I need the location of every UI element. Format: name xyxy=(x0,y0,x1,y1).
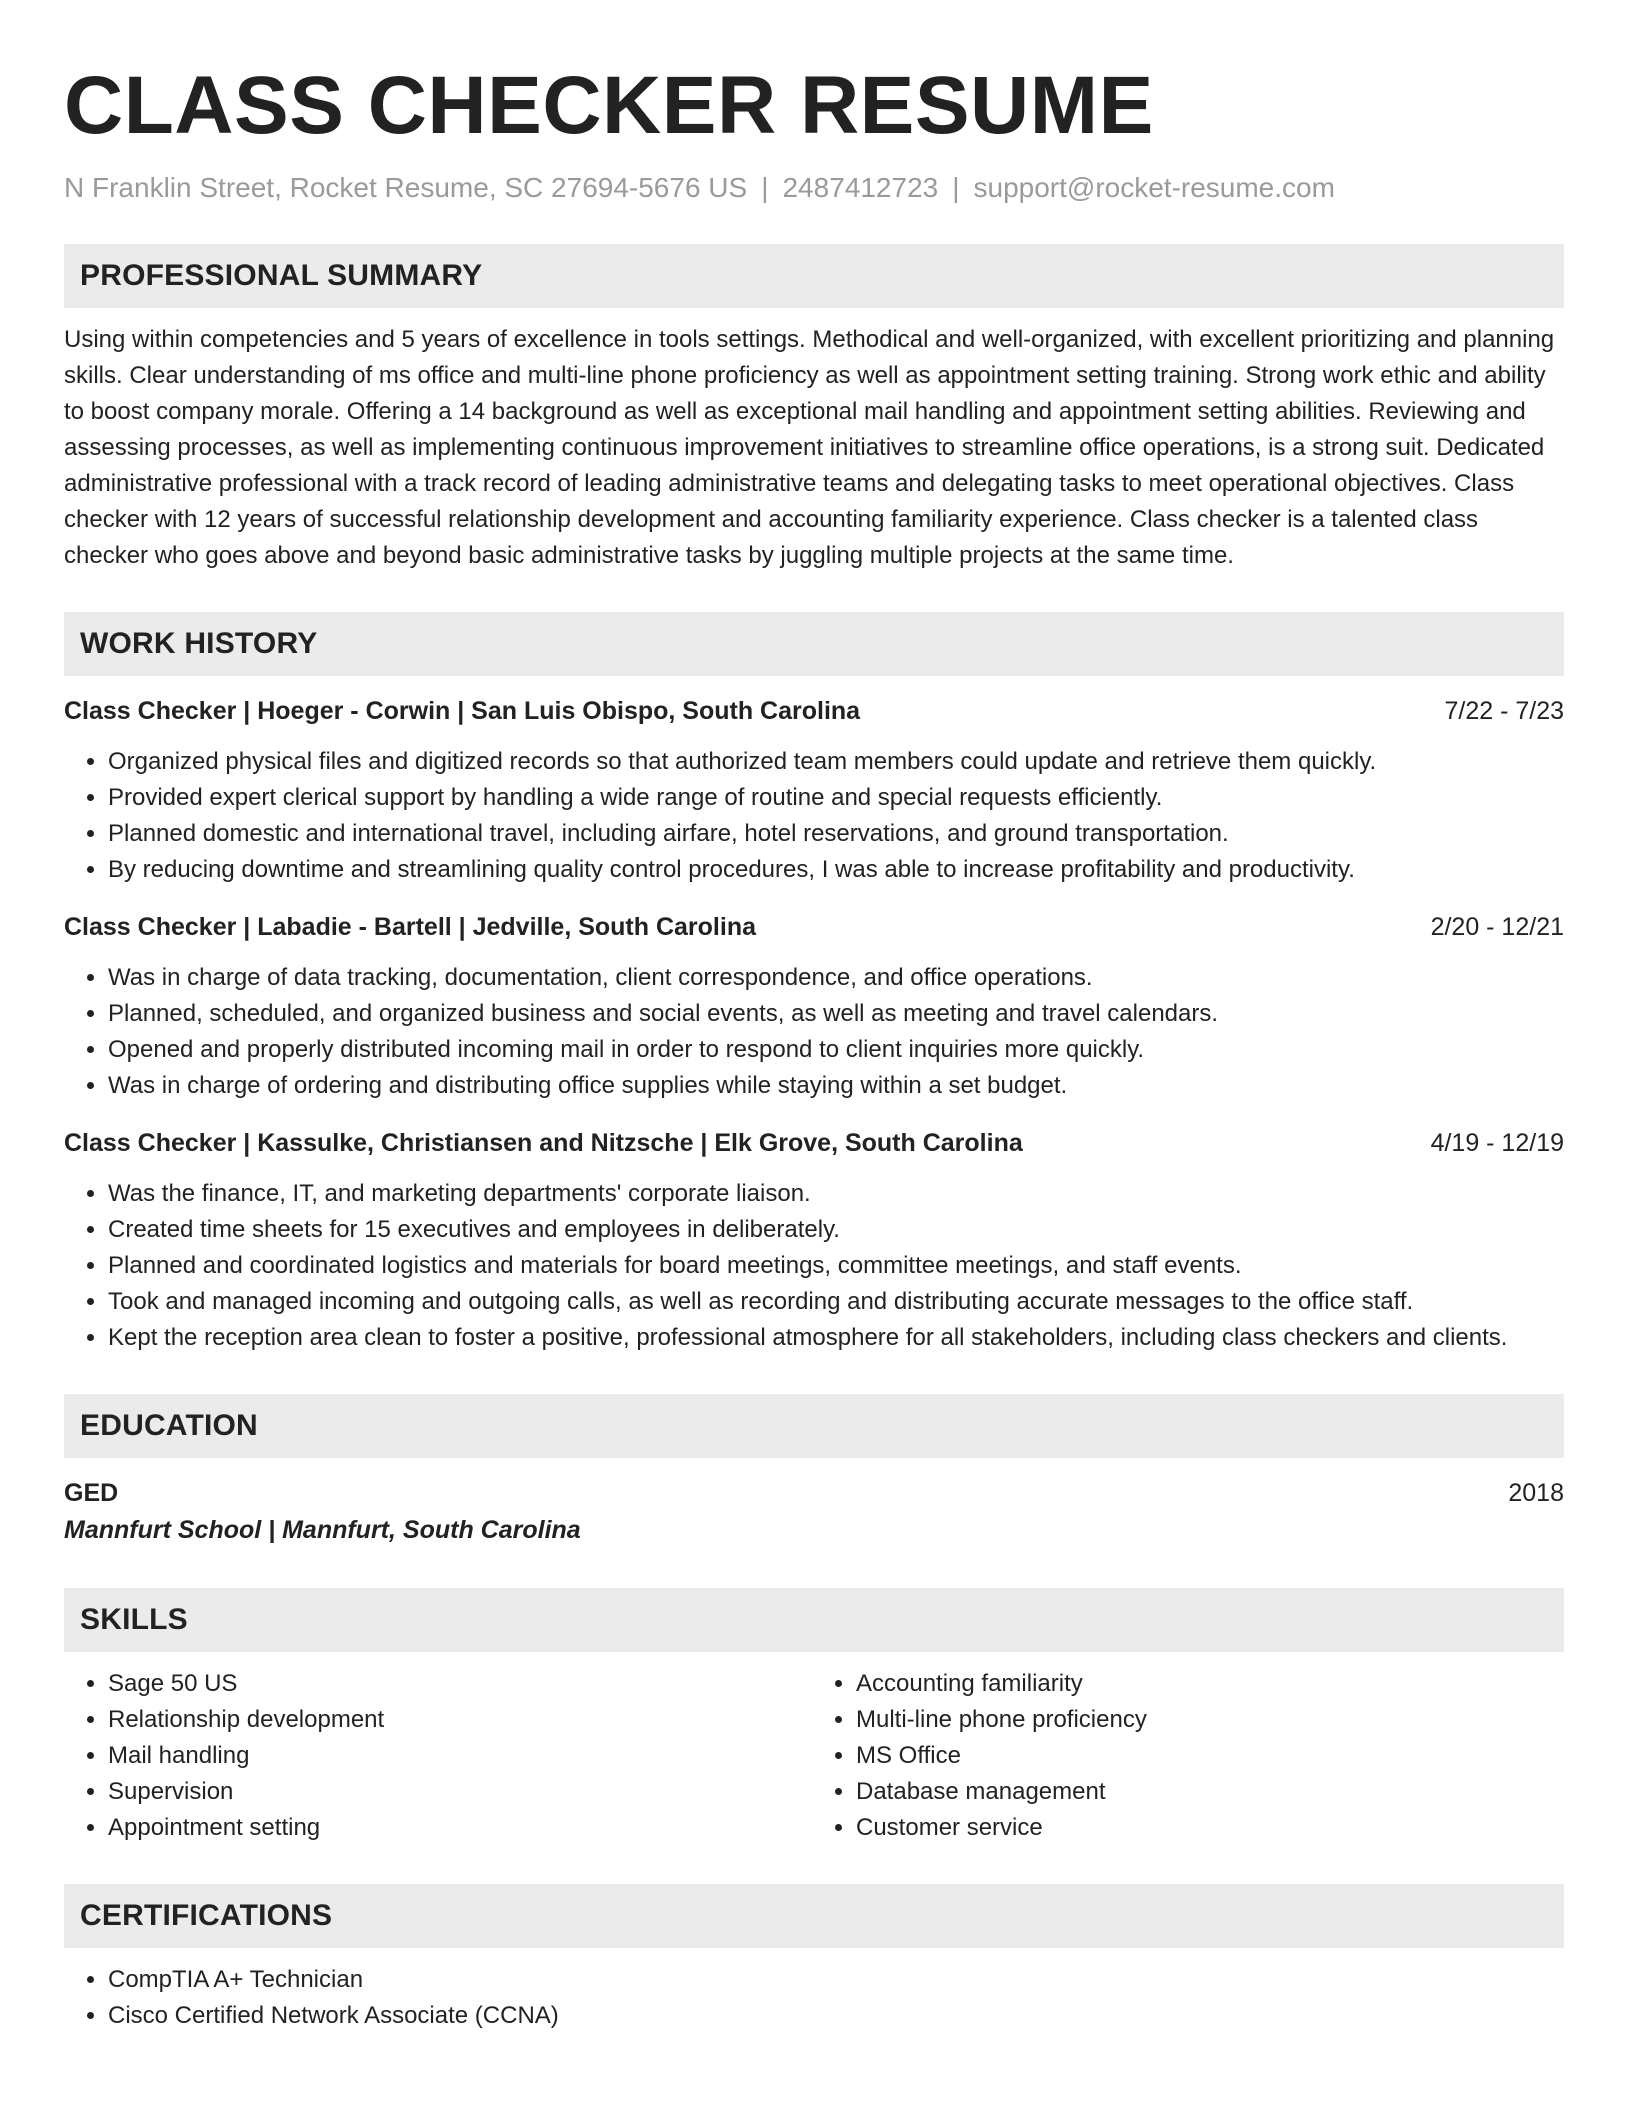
job-bullet: • Took and managed incoming and outgoing calls, as well as recording and distributing accurate messages to the office staff. xyxy=(108,1284,1564,1320)
skill-item: • Mail handling xyxy=(108,1738,816,1774)
job-header xyxy=(64,910,1564,944)
skill-item: • Database management xyxy=(856,1774,1564,1810)
job-header xyxy=(64,1126,1564,1160)
job-bullet: • Planned domestic and international travel, including airfare, hotel reservations, and ground transportation. xyxy=(108,816,1564,852)
job-bullet: • Was the finance, IT, and marketing departments' corporate liaison. xyxy=(108,1176,1564,1212)
job-bullets xyxy=(64,960,1564,1104)
skill-item: • Multi-line phone proficiency xyxy=(856,1702,1564,1738)
job-bullet: • Planned and coordinated logistics and materials for board meetings, committee meetings, and staff events. xyxy=(108,1248,1564,1284)
skills-column-right xyxy=(816,1666,1564,1846)
email: support@rocket-resume.com xyxy=(973,172,1335,203)
job-bullets xyxy=(64,744,1564,888)
phone: 2487412723 xyxy=(782,172,939,203)
job-bullet: • Created time sheets for 15 executives and employees in deliberately. xyxy=(108,1212,1564,1248)
section-header-education: EDUCATION xyxy=(64,1394,1564,1458)
resume-title: CLASS CHECKER RESUME xyxy=(64,60,1154,151)
job-entry xyxy=(64,910,1564,1104)
job-bullet: • Planned, scheduled, and organized business and social events, as well as meeting and travel calendars. xyxy=(108,996,1564,1032)
certification-item: • CompTIA A+ Technician xyxy=(108,1962,1564,1998)
education-header xyxy=(64,1476,1564,1510)
skills-column-left xyxy=(64,1666,816,1846)
section-header-certifications: CERTIFICATIONS xyxy=(64,1884,1564,1948)
job-bullet: • Kept the reception area clean to foster a positive, professional atmosphere for all stakeholders, including class checkers and clients. xyxy=(108,1320,1564,1356)
job-title: Class Checker | Labadie - Bartell | Jedville, South Carolina xyxy=(64,913,756,941)
skill-item: • Relationship development xyxy=(108,1702,816,1738)
job-bullet: • Was in charge of data tracking, documentation, client correspondence, and office operations. xyxy=(108,960,1564,996)
summary-text: Using within competencies and 5 years of excellence in tools settings. Methodical and well-organized, with excellent prioritizing and planning skills. Clear understanding of ms office and multi-line phone proficiency as well as appointment setting training. Strong work ethic and ability to boost company morale. Offering a 14 background as well as exceptional mail handling and appointment setting abilities. Reviewing and assessing processes, as well as implementing continuous improvement initiatives to streamline office operations, is a strong suit. Dedicated administrative professional with a track record of leading administrative teams and delegating tasks to meet operational objectives. Class checker with 12 years of successful relationship development and accounting familiarity experience. Class checker is a talented class checker who goes above and beyond basic administrative tasks by juggling multiple projects at the same time. xyxy=(64,326,1555,569)
job-header xyxy=(64,694,1564,728)
skill-item: • Accounting familiarity xyxy=(856,1666,1564,1702)
contact-separator: | xyxy=(761,172,769,203)
job-bullet: • Organized physical files and digitized records so that authorized team members could update and retrieve them quickly. xyxy=(108,744,1564,780)
job-bullet: • Provided expert clerical support by handling a wide range of routine and special requests efficiently. xyxy=(108,780,1564,816)
skill-item: • Appointment setting xyxy=(108,1810,816,1846)
job-bullet: • Opened and properly distributed incoming mail in order to respond to client inquiries more quickly. xyxy=(108,1032,1564,1068)
job-title: Class Checker | Kassulke, Christiansen and Nitzsche | Elk Grove, South Carolina xyxy=(64,1129,1023,1157)
section-header-work-history: WORK HISTORY xyxy=(64,612,1564,676)
contact-line xyxy=(64,170,1564,206)
contact-separator: | xyxy=(952,172,960,203)
education-school: Mannfurt School | Mannfurt, South Carolina xyxy=(64,1516,581,1544)
address: N Franklin Street, Rocket Resume, SC 27694-5676 US xyxy=(64,172,748,203)
section-header-summary: PROFESSIONAL SUMMARY xyxy=(64,244,1564,308)
section-header-skills: SKILLS xyxy=(64,1588,1564,1652)
skill-item: • MS Office xyxy=(856,1738,1564,1774)
education-degree: GED xyxy=(64,1479,119,1507)
job-entry xyxy=(64,1126,1564,1356)
job-title: Class Checker | Hoeger - Corwin | San Luis Obispo, South Carolina xyxy=(64,697,861,725)
job-dates: 7/22 - 7/23 xyxy=(1444,697,1564,725)
job-bullet: • Was in charge of ordering and distributing office supplies while staying within a set budget. xyxy=(108,1068,1564,1104)
certifications-list xyxy=(64,1962,1564,2034)
skill-item: • Sage 50 US xyxy=(108,1666,816,1702)
certification-bullets xyxy=(64,1962,1564,2034)
job-bullets xyxy=(64,1176,1564,1356)
skill-item: • Customer service xyxy=(856,1810,1564,1846)
job-dates: 2/20 - 12/21 xyxy=(1430,913,1564,941)
job-dates: 4/19 - 12/19 xyxy=(1430,1129,1564,1157)
skills-list xyxy=(64,1666,1564,1846)
job-bullet: • By reducing downtime and streamlining quality control procedures, I was able to increase profitability and productivity. xyxy=(108,852,1564,888)
skill-item: • Supervision xyxy=(108,1774,816,1810)
education-year: 2018 xyxy=(1508,1479,1564,1507)
job-entry xyxy=(64,694,1564,888)
certification-item: • Cisco Certified Network Associate (CCNA) xyxy=(108,1998,1564,2034)
